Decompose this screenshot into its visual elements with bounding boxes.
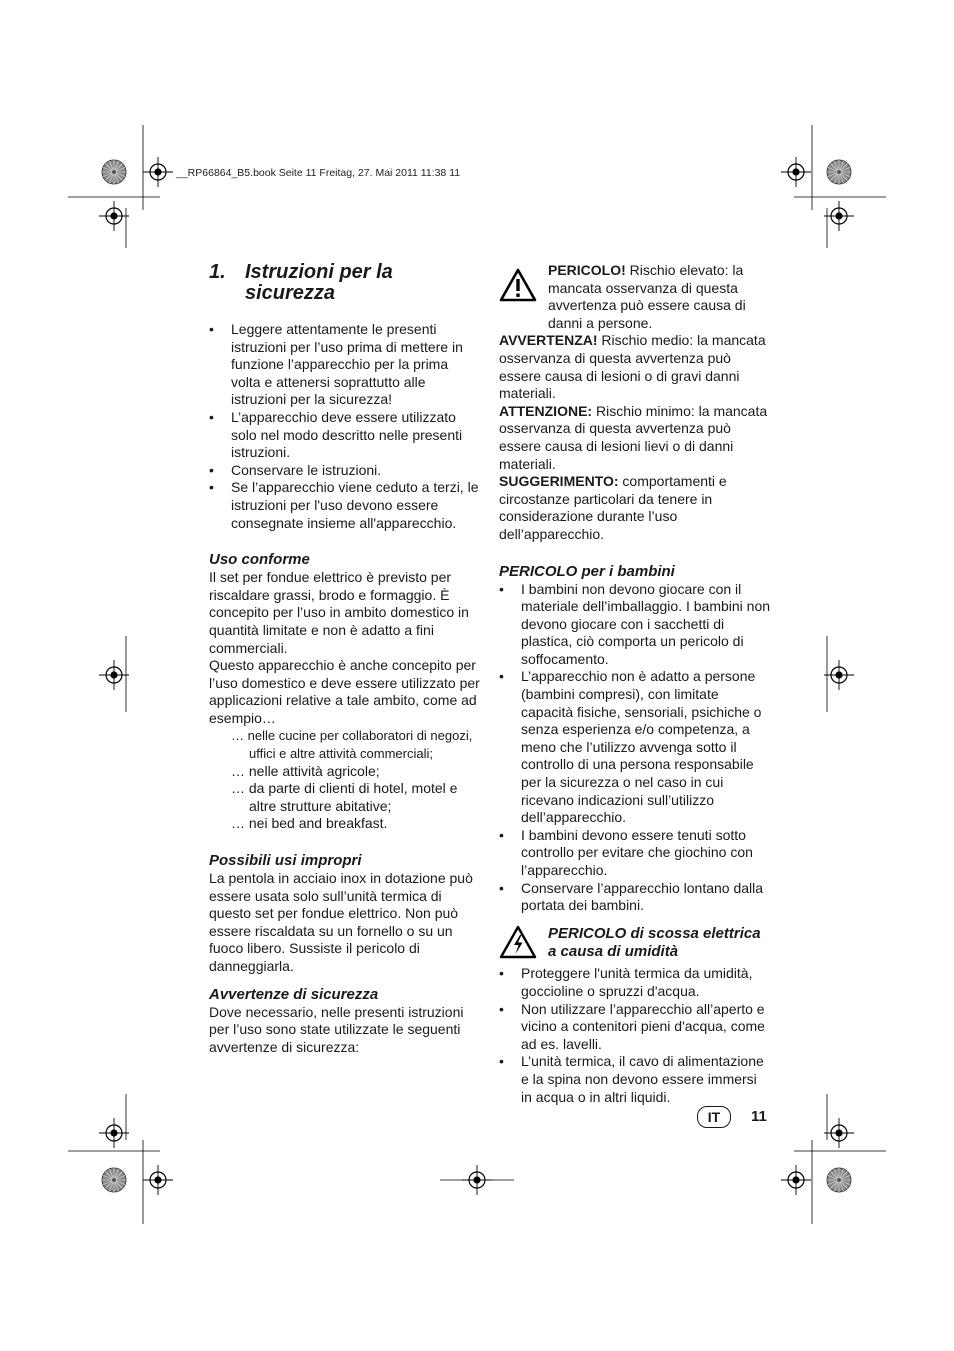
uso-conforme-paragraph-2: Questo apparecchio è anche concepito per l’uso domestico e deve essere utilizzato per applicazioni relative a tale ambito, come ad esempio… bbox=[209, 657, 480, 726]
pericolo-label: PERICOLO! bbox=[548, 262, 626, 278]
list-item: • Se l’apparecchio viene ceduto a terzi, le istruzioni per l'uso devono essere consegnate insieme all'apparecchio. bbox=[209, 479, 481, 532]
list-item: • Leggere attentamente le presenti istruzioni per l’uso prima di mettere in funzione l’apparecchio per la prima volta e attenersi soprattutto alle istruzioni per la sicurezza! bbox=[209, 321, 481, 409]
section-number: 1. bbox=[209, 261, 226, 283]
list-item: • Proteggere l'unità termica da umidità, goccioline o spruzzi d'acqua. bbox=[499, 965, 771, 1000]
list-item: • L’apparecchio deve essere utilizzato solo nel modo descritto nelle presenti istruzioni. bbox=[209, 409, 481, 462]
avvertenza-text: Rischio medio: la mancata osservanza di questa avvertenza può essere causa di lesioni o di gravi danni materiali. bbox=[499, 332, 766, 402]
intro-list bbox=[209, 321, 481, 532]
avvertenza-label: AVVERTENZA! bbox=[499, 332, 598, 349]
list-item: … nelle attività agricole; bbox=[231, 762, 380, 779]
list-item: • Conservare l’apparecchio lontano dalla portata dei bambini. bbox=[499, 880, 771, 915]
usi-impropri-heading: Possibili usi impropri bbox=[209, 852, 362, 870]
uso-conforme-list bbox=[209, 727, 481, 833]
avvertenza-paragraph bbox=[499, 332, 771, 402]
list-item: • Conservare le istruzioni. bbox=[209, 462, 481, 480]
suggerimento-label: SUGGERIMENTO: bbox=[499, 473, 619, 490]
suggerimento-text: comportamenti e circostanze particolari da tenere in considerazione durante l’uso dell’apparecchio. bbox=[499, 473, 727, 542]
bambini-list bbox=[499, 581, 771, 915]
avvertenze-paragraph: Dove necessario, nelle presenti istruzioni per l’uso sono state utilizzate le seguenti avvertenze di sicurezza: bbox=[209, 1003, 464, 1055]
list-item: • I bambini non devono giocare con il materiale dell’imballaggio. I bambini non devono giocare con i sacchetti di plastica, ciò comporta un pericolo di soffocamento. bbox=[499, 581, 771, 669]
uso-conforme-heading: Uso conforme bbox=[209, 551, 310, 569]
warning-triangle-icon bbox=[499, 262, 548, 332]
language-badge: IT bbox=[697, 1106, 731, 1128]
list-item: • L’unità termica, il cavo di alimentazione e la spina non devono essere immersi in acqua o in altri liquidi. bbox=[499, 1053, 771, 1106]
list-item: … nei bed and breakfast. bbox=[231, 815, 388, 832]
file-slug: __RP66864_B5.book Seite 11 Freitag, 27. Mai 2011 11:38 11 bbox=[176, 167, 461, 179]
scossa-block bbox=[499, 925, 771, 964]
uso-conforme-paragraph-1: Il set per fondue elettrico è previsto per riscaldare grassi, brodo e formaggio. È concepito per l’uso in ambito domestico in quantità limitate e non è adatto a fini commerciali. bbox=[209, 569, 469, 656]
right-column bbox=[499, 262, 771, 1106]
suggerimento-paragraph bbox=[499, 473, 771, 543]
list-item: … da parte di clienti di hotel, motel e altre strutture abitative; bbox=[231, 780, 458, 814]
electric-shock-icon bbox=[499, 925, 548, 964]
section-title bbox=[209, 262, 481, 304]
page-number: 11 bbox=[751, 1108, 767, 1125]
section-title-text: Istruzioni per la sicurezza bbox=[245, 261, 393, 304]
pericolo-block bbox=[499, 262, 771, 332]
scossa-list bbox=[499, 965, 771, 1106]
list-item: • L’apparecchio non è adatto a persone (bambini compresi), con limitate capacità fisiche, sensoriali, psichiche o senza esperienza e/o competenza, a meno che l’utilizzo avvenga sotto il controllo di una persona responsabile per la sicurezza o nel caso in cui ricevano indicazioni sull’utilizzo dell’apparecchio. bbox=[499, 668, 771, 826]
avvertenze-heading: Avvertenze di sicurezza bbox=[209, 985, 379, 1003]
usi-impropri-paragraph: La pentola in acciaio inox in dotazione può essere usata solo sull’unità termica di questo set per fondue elettrico. Non può essere riscaldata su un fornello o su un fuoco libero. Sussiste il pericolo di danneggiarla. bbox=[209, 870, 473, 974]
list-item: • Non utilizzare l’apparecchio all’aperto e vicino a contenitori pieni d'acqua, come ad es. lavelli. bbox=[499, 1001, 771, 1054]
scossa-heading: PERICOLO di scossa elettrica a causa di umidità bbox=[548, 924, 761, 960]
attenzione-label: ATTENZIONE: bbox=[499, 402, 593, 419]
list-item: • I bambini devono essere tenuti sotto controllo per evitare che giochino con l’apparecchio. bbox=[499, 827, 771, 880]
pericolo-text: Rischio elevato: la mancata osservanza di questa avvertenza può essere causa di danni a persone. bbox=[548, 262, 746, 331]
attenzione-paragraph bbox=[499, 403, 771, 473]
list-item: … nelle cucine per collaboratori di negozi, uffici e altre attività commerciali; bbox=[231, 728, 473, 762]
left-column bbox=[209, 262, 481, 1056]
bambini-heading: PERICOLO per i bambini bbox=[499, 562, 675, 580]
attenzione-text: Rischio minimo: la mancata osservanza di questa avvertenza può essere causa di lesioni lievi o di danni materiali. bbox=[499, 402, 768, 472]
